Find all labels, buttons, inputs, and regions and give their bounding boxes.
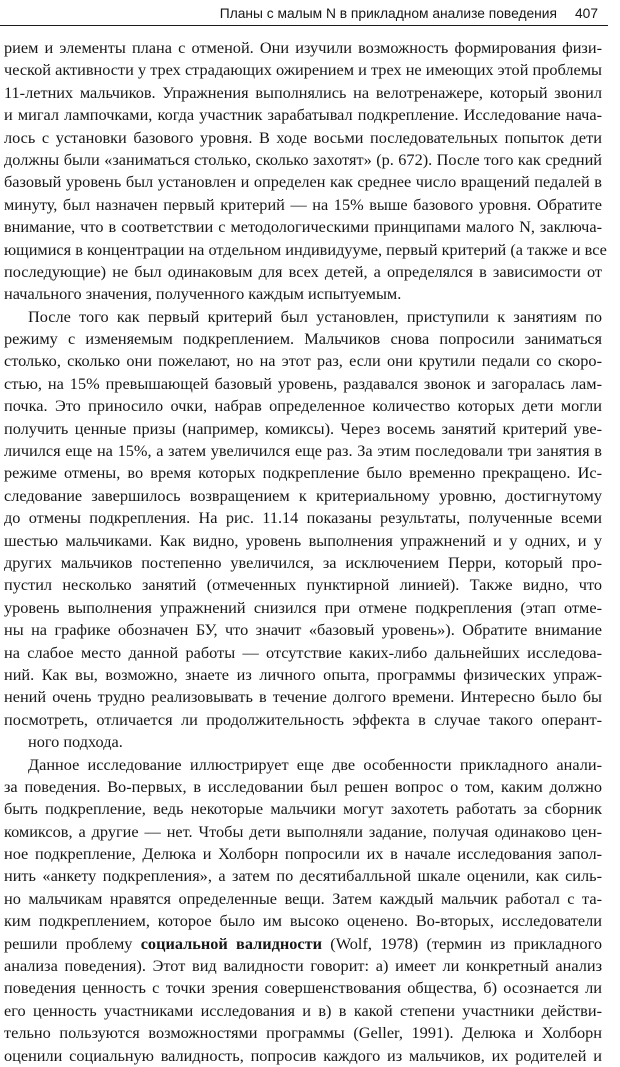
text-line: его ценность участниками исследования и в) в какой степени участники действи- (4, 1000, 602, 1020)
text-line: получить ценные призы (например, комиксы). Через восемь занятий критерий уве- (4, 418, 602, 438)
text-line: за поведения. Во-первых, в исследовании был решен вопрос о том, каким должно (4, 776, 602, 796)
text-line: 11-летних мальчиков. Упражнения выполнялись на велотренажере, который звонил (4, 82, 602, 102)
text-line: лось с установки базового уровня. В ходе восьми последовательных попыток дети (4, 127, 602, 147)
text-line: до отмены подкрепления. На рис. 11.14 показаны результаты, полученные всеми (4, 508, 602, 528)
text-line: комиксов, а другие — нет. Чтобы дети выполняли задание, получая одинаково цен- (4, 821, 602, 841)
key-term: социальной валидности (140, 933, 323, 953)
page-body (4, 37, 607, 1067)
text-line: ческой активности у трех страдающих ожирением и трех не имеющих этой проблемы (4, 60, 602, 80)
text-line: пустил несколько занятий (отмеченных пунктирной линией). Также видно, что (4, 575, 602, 595)
text-line (4, 933, 602, 955)
text-line: на слабое место данной работы — отсутствие каких-либо дальнейших исследова- (4, 642, 602, 662)
text-line: столько, сколько они пожелают, но на этот раз, если они крутили педали со скоро- (4, 351, 602, 371)
text-line: личился еще на 15%, а затем увеличился еще раз. За этим последовали три занятия в (4, 441, 602, 461)
text-line: других мальчиков постепенно увеличился, за исключением Перри, который про- (4, 552, 602, 572)
running-title: Планы с малым N в прикладном анализе поведения (219, 6, 557, 21)
text-line: оценили социальную валидность, попросив каждого из мальчиков, их родителей и (4, 1045, 602, 1065)
text-line: рием и элементы плана с отменой. Они изучили возможность формирования физи- (4, 38, 602, 57)
text-line: шестью мальчиками. Как видно, уровень выполнения упражнений и у одних, и у (4, 530, 602, 550)
text-line: уровень выполнения упражнений снизился при отмене подкрепления (этап отме- (4, 597, 602, 617)
text-fragment: (Wolf, 1978) (термин из прикладного (322, 933, 602, 953)
text-line: режиме отмены, во время которых подкрепление было временно прекращено. Ис- (4, 463, 602, 483)
text-line: ющимися в концентрации на отдельном индивидууме, первый критерий (а также и все (4, 239, 607, 259)
text-line: нений очень трудно реализовывать в течение долгого времени. Интересно было бы (4, 687, 602, 707)
text-line: поведения ценность с точки зрения совершенствования общества, б) осознается ли (4, 978, 602, 998)
text-line: ное подкрепление, Делюка и Холборн попросили их в начале исследования запол- (4, 844, 602, 864)
running-header (0, 6, 598, 21)
text-line: последующие) не был одинаковым для всех детей, а определялся в зависимости от (4, 261, 602, 281)
text-line: и мигал лампочками, когда участник зарабатывал подкрепление. Исследование нача- (4, 105, 602, 125)
text-line: минуту, был назначен первый критерий — на 15% выше базового уровня. Обратите (4, 194, 602, 214)
text-line: но мальчикам нравятся определенные вещи. Затем каждый мальчик работал с та- (4, 888, 602, 908)
text-line: нить «анкету подкрепления», а затем по десятибалльной шкале оценили, как силь- (4, 866, 602, 886)
text-line: ким подкреплением, которое было им высоко оценено. Во-вторых, исследователи (4, 911, 602, 931)
text-line: После того как первый критерий был установлен, приступили к занятиям по (28, 306, 602, 326)
text-line: ний. Как вы, возможно, знаете из личного опыта, программы физических упраж- (4, 664, 602, 684)
text-line: анализа поведения). Этот вид валидности говорит: а) имеет ли конкретный анализ (4, 956, 602, 976)
text-line: внимание, что в соответствии с методологическими принципами малого N, заключа- (4, 217, 602, 237)
text-line: Данное исследование иллюстрирует еще две особенности прикладного анали- (28, 754, 602, 774)
text-line: ного подхода. (28, 732, 123, 752)
text-line: посмотреть, отличается ли продолжительность эффекта в случае такого оперант- (4, 709, 602, 729)
text-fragment: решили проблему (4, 933, 141, 953)
text-line: базовый уровень был установлен и определен как среднее число вращений педалей в (4, 172, 602, 192)
header-rule (0, 25, 608, 26)
text-line: ны на графике обозначен БУ, что значит «базовый уровень»). Обратите внимание (4, 620, 602, 640)
page-number: 407 (574, 6, 598, 21)
text-line: режиму с изменяемым подкреплением. Мальчиков снова попросили заниматься (4, 329, 602, 349)
text-line: начального значения, полученного каждым испытуемым. (4, 284, 402, 304)
text-line: быть подкрепление, ведь некоторые мальчики могут захотеть работать за сборник (4, 799, 602, 819)
text-line: почка. Это приносило очки, набрав определенное количество которых дети могли (4, 396, 602, 416)
text-line: следование завершилось возвращением к критериальному уровню, достигнутому (4, 485, 602, 505)
text-line: тельно пользуются возможностями программы (Geller, 1991). Делюка и Холборн (4, 1023, 602, 1043)
text-line: должны были «заниматься столько, сколько захотят» (р. 672). После того как средний (4, 149, 602, 169)
text-line: стью, на 15% превышающей базовый уровень, раздавался звонок и загоралась лам- (4, 373, 602, 393)
